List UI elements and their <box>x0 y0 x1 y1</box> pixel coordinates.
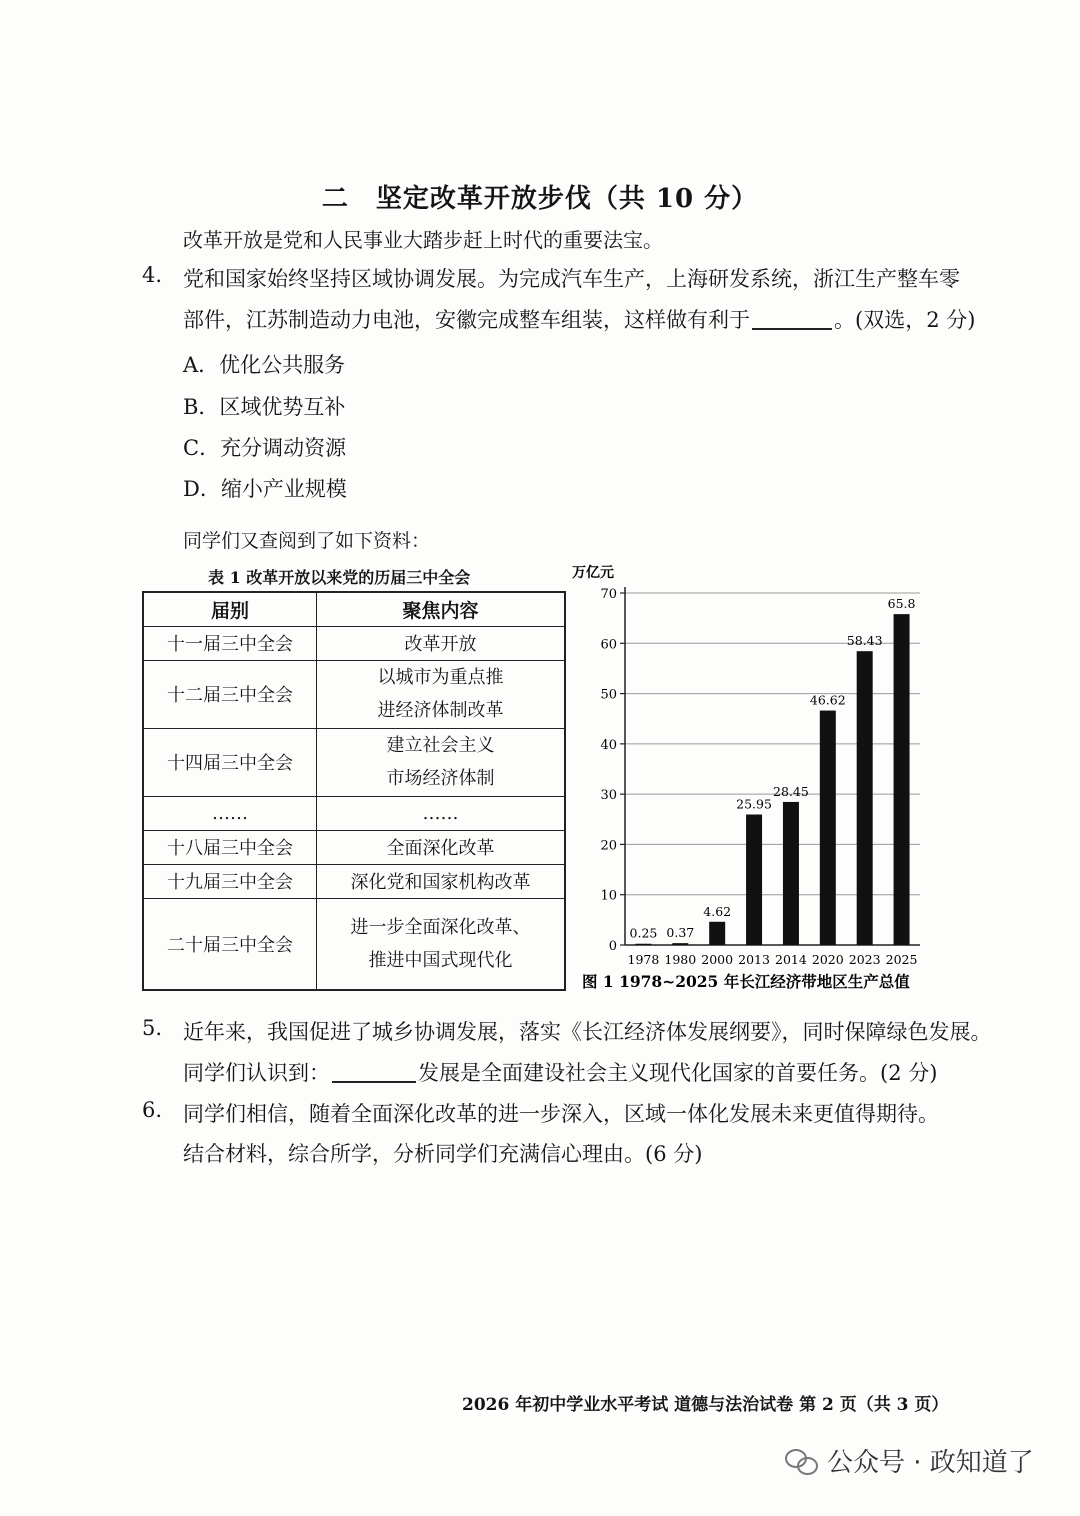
table-row <box>143 626 565 660</box>
table-cell-focus-line: 推进中国式现代化 <box>368 949 513 971</box>
table-cell-focus <box>317 660 566 728</box>
y-tick-label: 10 <box>600 888 617 904</box>
bar-value-label: 65.8 <box>887 596 916 612</box>
q5-line2-tail: 发展是全面建设社会主义现代化国家的首要任务。(2 分) <box>418 1061 938 1085</box>
x-tick-label: 2013 <box>738 952 770 967</box>
section-intro: 改革开放是党和人民事业大踏步赶上时代的重要法宝。 <box>183 228 663 252</box>
q4-answer-blank[interactable] <box>752 307 832 330</box>
y-tick-label: 70 <box>600 587 617 602</box>
y-tick-label: 60 <box>600 637 617 653</box>
table-row <box>143 864 565 898</box>
table-cell-focus <box>317 898 566 990</box>
q4-option-a[interactable]: A．优化公共服务 <box>183 353 346 377</box>
q4-line2 <box>183 304 975 334</box>
watermark-text: 公众号 · 政知道了 <box>827 1448 1034 1478</box>
table-cell-focus <box>317 728 566 796</box>
y-tick-label: 20 <box>600 838 617 854</box>
y-axis-unit-label: 万亿元 <box>572 565 614 581</box>
y-tick-label: 50 <box>600 687 617 703</box>
bar-value-label: 0.25 <box>629 925 658 941</box>
q6-number: 6. <box>142 1098 163 1122</box>
watermark <box>785 1442 1034 1479</box>
q5-number: 5. <box>142 1016 163 1040</box>
q5-answer-blank[interactable] <box>332 1060 416 1083</box>
bar <box>783 802 799 945</box>
table-caption: 表 1 改革开放以来党的历届三中全会 <box>208 568 471 587</box>
q4-number: 4. <box>142 263 163 287</box>
page-footer: 2026 年初中学业水平考试 道德与法治试卷 第 2 页（共 3 页） <box>462 1395 949 1415</box>
bar-value-label: 46.62 <box>809 692 846 708</box>
bar-value-label: 0.37 <box>666 925 695 941</box>
x-tick-label: 2020 <box>811 952 844 967</box>
table-header-row <box>143 592 565 626</box>
y-tick-label: 0 <box>608 939 617 954</box>
table-cell-session: 十一届三中全会 <box>143 626 317 660</box>
x-tick-label: 2000 <box>701 952 734 967</box>
sessions-table <box>142 591 566 991</box>
q4-line2-tail: 。(双选，2 分) <box>834 308 976 332</box>
table-row <box>143 830 565 864</box>
bar-value-label: 28.45 <box>773 783 809 799</box>
table-cell-session: 十二届三中全会 <box>143 660 317 728</box>
section-title: 二 坚定改革开放步伐（共 10 分） <box>321 184 759 214</box>
x-tick-label: 2025 <box>885 952 918 967</box>
table-cell-session: 十八届三中全会 <box>143 830 317 864</box>
material-intro: 同学们又查阅到了如下资料： <box>183 530 431 552</box>
bar <box>857 651 873 945</box>
table-cell-focus: …… <box>317 796 566 830</box>
table-cell-focus-line: 以城市为重点推 <box>377 667 504 688</box>
table-cell-focus: 深化党和国家机构改革 <box>317 864 566 898</box>
q6-line2: 结合材料，综合所学，分析同学们充满信心理由。(6 分) <box>183 1142 703 1166</box>
q4-line1: 党和国家始终坚持区域协调发展。为完成汽车生产，上海研发系统，浙江生产整车零 <box>183 267 960 291</box>
y-tick-label: 40 <box>600 737 617 753</box>
table-cell-focus-line: 建立社会主义 <box>386 735 495 756</box>
bar <box>672 943 688 945</box>
table-header-focus: 聚焦内容 <box>317 592 566 626</box>
bar-value-label: 4.62 <box>703 903 732 919</box>
q4-line2-text: 部件，江苏制造动力电池，安徽完成整车组装，这样做有利于 <box>183 308 750 332</box>
q6-line1: 同学们相信，随着全面深化改革的进一步深入，区域一体化发展未来更值得期待。 <box>183 1102 939 1126</box>
bar <box>635 944 651 945</box>
table-cell-focus-line: 市场经济体制 <box>386 768 495 789</box>
bar <box>709 922 725 945</box>
q4-option-b[interactable]: B．区域优势互补 <box>183 395 346 419</box>
table-cell-focus-line: 进一步全面深化改革、 <box>350 916 531 938</box>
table-cell-session: …… <box>143 796 317 830</box>
table-cell-focus: 改革开放 <box>317 626 566 660</box>
x-tick-label: 2014 <box>775 952 807 967</box>
gdp-bar-chart <box>570 560 950 1000</box>
table-header-session: 届别 <box>143 592 317 626</box>
table-cell-focus: 全面深化改革 <box>317 830 566 864</box>
q4-option-d[interactable]: D．缩小产业规模 <box>183 477 347 501</box>
table-cell-focus-line: 进经济体制改革 <box>377 700 504 721</box>
chart-title: 图 1 1978~2025 年长江经济带地区生产总值 <box>582 972 910 991</box>
q5-line2 <box>183 1057 937 1087</box>
q5-line2-text: 同学们认识到： <box>183 1061 330 1085</box>
table-row <box>143 796 565 830</box>
table-cell-session: 十四届三中全会 <box>143 728 317 796</box>
table-row <box>143 728 565 796</box>
bar-value-label: 58.43 <box>846 633 883 649</box>
table-cell-session: 十九届三中全会 <box>143 864 317 898</box>
q4-option-c[interactable]: C．充分调动资源 <box>183 436 347 460</box>
y-tick-label: 30 <box>600 788 617 804</box>
table-cell-session: 二十届三中全会 <box>143 898 317 990</box>
q5-line1: 近年来，我国促进了城乡协调发展，落实《长江经济体发展纲要》，同时保障绿色发展。 <box>183 1020 992 1044</box>
table-row <box>143 898 565 990</box>
x-tick-label: 1980 <box>664 952 697 967</box>
bar <box>820 711 836 945</box>
x-tick-label: 1978 <box>627 952 660 967</box>
bar-value-label: 25.95 <box>736 796 772 812</box>
bar <box>746 815 762 945</box>
bar <box>894 614 910 945</box>
wechat-icon <box>785 1447 819 1475</box>
table-row <box>143 660 565 728</box>
x-tick-label: 2023 <box>848 952 881 967</box>
